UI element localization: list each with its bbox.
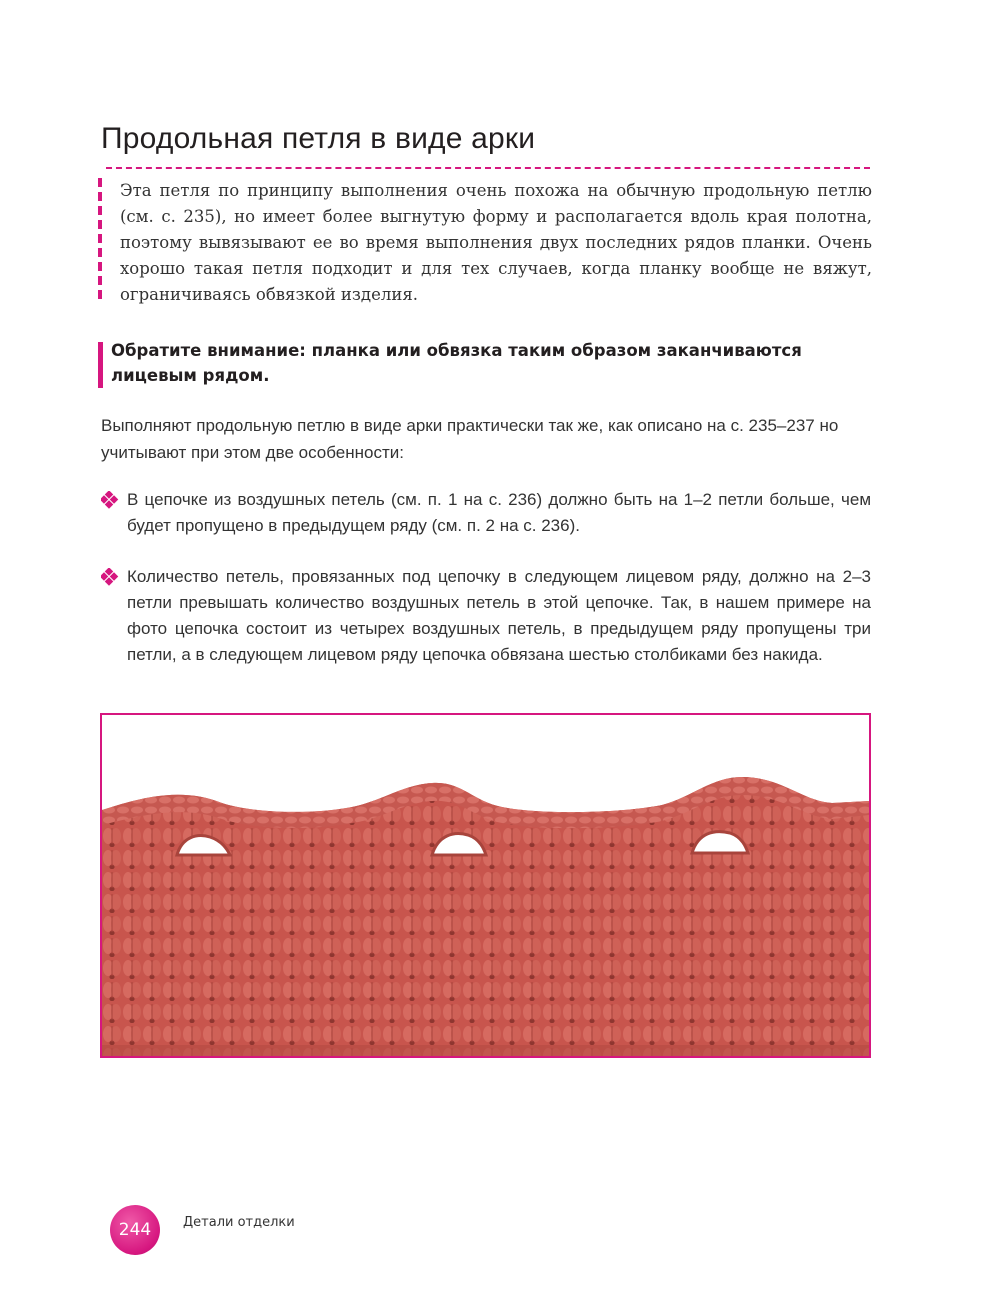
- body-paragraph: Выполняют продольную петлю в виде арки практически так же, как описано на с. 235–237 но учитывают при этом две особенности:: [101, 416, 839, 462]
- list-item-text: Количество петель, провязанных под цепочку в следующем лицевом ряду, должно на 2–3 петли превышать количество воздушных петель в этой цепочке. Так, в нашем примере на фото цепочка состоит из четырех воздушных петель, в предыдущем ряду пропущены три петли, а в следующем лицевом ряду цепочка обвязана шестью столбиками без накида.: [127, 567, 871, 664]
- footer-section-label: Детали отделки: [183, 1215, 295, 1230]
- page-number-badge: [110, 1205, 160, 1255]
- note-accent-bar: [98, 342, 103, 388]
- diamond-bullet-icon: [101, 491, 119, 509]
- page-number: 244: [118, 1220, 152, 1240]
- list-item: [101, 564, 871, 668]
- intro-text: Эта петля по принципу выполнения очень похожа на обычную продольную петлю (см. с. 235), но имеет более выгнутую форму и располагается вдоль края полотна, поэтому вывязывают ее во время выполнения двух последних рядов планки. Очень хорошо такая петля подходит и для тех случаев, когда планку вообще не вяжут, ограничиваясь обвязкой изделия.: [120, 181, 872, 304]
- list-item: [101, 487, 871, 539]
- intro-accent-bar: [98, 178, 102, 304]
- list-item-text: В цепочке из воздушных петель (см. п. 1 на с. 236) должно быть на 1–2 петли больше, чем будет пропущено в предыдущем ряду (см. п. 2 на с. 236).: [127, 490, 871, 535]
- diamond-bullet-icon: [101, 568, 119, 586]
- note-block: [98, 338, 872, 388]
- intro-block: [98, 178, 872, 308]
- crochet-photo: [100, 713, 871, 1058]
- note-text: Обратите внимание: планка или обвязка таким образом заканчиваются лицевым рядом.: [111, 341, 802, 385]
- page-title: Продольная петля в виде арки: [101, 122, 536, 155]
- title-divider: [106, 167, 870, 169]
- crochet-swatch-illustration: [102, 715, 869, 1056]
